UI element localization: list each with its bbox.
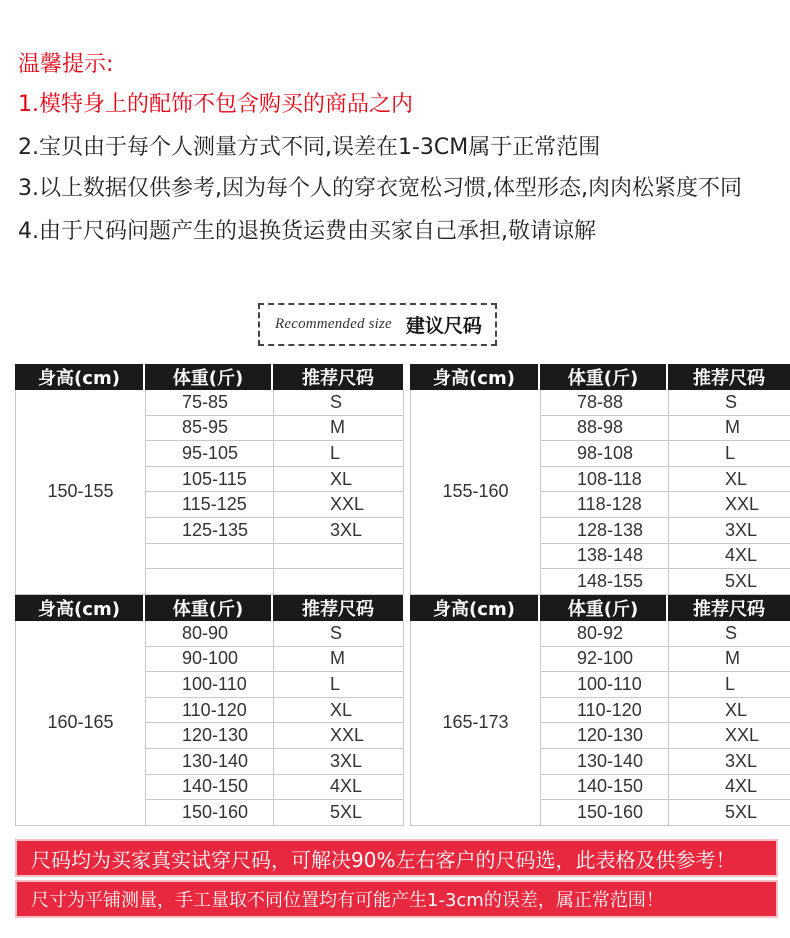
weight-cell: 140-150 — [146, 775, 274, 801]
badge-label: 建议尺码 — [405, 315, 482, 337]
size-cell: L — [669, 441, 790, 467]
weight-cell: 95-105 — [146, 441, 274, 467]
size-cell: L — [274, 441, 404, 467]
weight-cell: 125-135 — [146, 518, 274, 544]
height-range-cell: 155-160 — [411, 390, 541, 595]
badge-script-text: Recommended size — [275, 316, 392, 332]
size-cell: 4XL — [669, 544, 790, 570]
size-cell: S — [669, 390, 790, 416]
weight-cell: 105-115 — [146, 467, 274, 493]
header-height: 身高(cm) — [15, 595, 145, 621]
size-cell — [274, 569, 404, 595]
size-cell: 3XL — [669, 749, 790, 775]
size-cell: 4XL — [669, 775, 790, 801]
size-cell: 5XL — [669, 800, 790, 826]
size-cell: S — [274, 390, 404, 416]
weight-cell: 148-155 — [541, 569, 669, 595]
size-cell: 3XL — [274, 518, 404, 544]
weight-cell: 150-160 — [541, 800, 669, 826]
header-size: 推荐尺码 — [668, 364, 790, 390]
weight-cell: 110-120 — [146, 698, 274, 724]
header-height: 身高(cm) — [410, 364, 540, 390]
weight-cell: 100-110 — [541, 672, 669, 698]
weight-cell: 140-150 — [541, 775, 669, 801]
size-cell: XXL — [669, 492, 790, 518]
notice-line-4: 4.由于尺码问题产生的退换货运费由买家自己承担,敬请谅解 — [18, 219, 596, 244]
notice-title: 温馨提示: — [18, 52, 114, 77]
weight-cell: 130-140 — [541, 749, 669, 775]
weight-cell: 130-140 — [146, 749, 274, 775]
size-cell: M — [669, 416, 790, 442]
weight-cell: 115-125 — [146, 492, 274, 518]
weight-cell: 80-92 — [541, 621, 669, 647]
table-body — [410, 390, 790, 595]
size-cell: XXL — [274, 723, 404, 749]
size-cell: M — [274, 647, 404, 673]
weight-cell: 90-100 — [146, 647, 274, 673]
size-cell — [274, 544, 404, 570]
size-cell: 3XL — [669, 518, 790, 544]
weight-cell: 128-138 — [541, 518, 669, 544]
table-header-row — [410, 364, 790, 390]
size-cell: S — [669, 621, 790, 647]
weight-cell: 118-128 — [541, 492, 669, 518]
size-cell: 5XL — [669, 569, 790, 595]
height-range-cell: 150-155 — [16, 390, 146, 595]
weight-cell — [146, 544, 274, 570]
weight-cell: 78-88 — [541, 390, 669, 416]
weight-cell: 108-118 — [541, 467, 669, 493]
weight-cell: 85-95 — [146, 416, 274, 442]
size-cell: L — [274, 672, 404, 698]
header-size: 推荐尺码 — [273, 595, 403, 621]
weight-cell: 100-110 — [146, 672, 274, 698]
fit-note-banner: 尺码均为买家真实试穿尺码，可解决90%左右客户的尺码选，此表格及供参考！ — [15, 839, 778, 877]
weight-cell: 110-120 — [541, 698, 669, 724]
size-block — [15, 364, 403, 595]
size-cell: XL — [274, 467, 404, 493]
size-cell: XL — [669, 698, 790, 724]
header-weight: 体重(斤) — [145, 364, 273, 390]
weight-cell: 80-90 — [146, 621, 274, 647]
size-cell: XXL — [669, 723, 790, 749]
size-cell: M — [669, 647, 790, 673]
weight-cell: 92-100 — [541, 647, 669, 673]
table-header-row — [15, 595, 403, 621]
weight-cell: 75-85 — [146, 390, 274, 416]
weight-cell: 98-108 — [541, 441, 669, 467]
header-size: 推荐尺码 — [668, 595, 790, 621]
size-cell: 4XL — [274, 775, 404, 801]
size-block — [410, 364, 790, 595]
header-height: 身高(cm) — [15, 364, 145, 390]
size-cell: XXL — [274, 492, 404, 518]
header-weight: 体重(斤) — [540, 364, 668, 390]
size-cell: L — [669, 672, 790, 698]
table-header-row — [15, 364, 403, 390]
weight-cell: 120-130 — [541, 723, 669, 749]
header-weight: 体重(斤) — [145, 595, 273, 621]
weight-cell: 138-148 — [541, 544, 669, 570]
size-cell: 3XL — [274, 749, 404, 775]
size-block — [15, 595, 403, 826]
notice-line-3: 3.以上数据仅供参考,因为每个人的穿衣宽松习惯,体型形态,肉肉松紧度不同 — [18, 176, 742, 201]
notice-line-2: 2.宝贝由于每个人测量方式不同,误差在1-3CM属于正常范围 — [18, 135, 601, 160]
recommended-size-badge — [258, 303, 497, 346]
measurement-note-banner: 尺寸为平铺测量，手工量取不同位置均有可能产生1-3cm的误差，属正常范围！ — [15, 880, 778, 918]
size-cell: 5XL — [274, 800, 404, 826]
height-range-cell: 160-165 — [16, 621, 146, 826]
weight-cell: 88-98 — [541, 416, 669, 442]
header-height: 身高(cm) — [410, 595, 540, 621]
table-header-row — [410, 595, 790, 621]
table-body — [15, 390, 403, 595]
table-body — [15, 621, 403, 826]
header-weight: 体重(斤) — [540, 595, 668, 621]
notice-line-1: 1.模特身上的配饰不包含购买的商品之内 — [18, 92, 413, 117]
size-cell: M — [274, 416, 404, 442]
weight-cell — [146, 569, 274, 595]
size-cell: XL — [274, 698, 404, 724]
size-cell: XL — [669, 467, 790, 493]
weight-cell: 120-130 — [146, 723, 274, 749]
weight-cell: 150-160 — [146, 800, 274, 826]
header-size: 推荐尺码 — [273, 364, 403, 390]
size-block — [410, 595, 790, 826]
height-range-cell: 165-173 — [411, 621, 541, 826]
size-cell: S — [274, 621, 404, 647]
table-body — [410, 621, 790, 826]
